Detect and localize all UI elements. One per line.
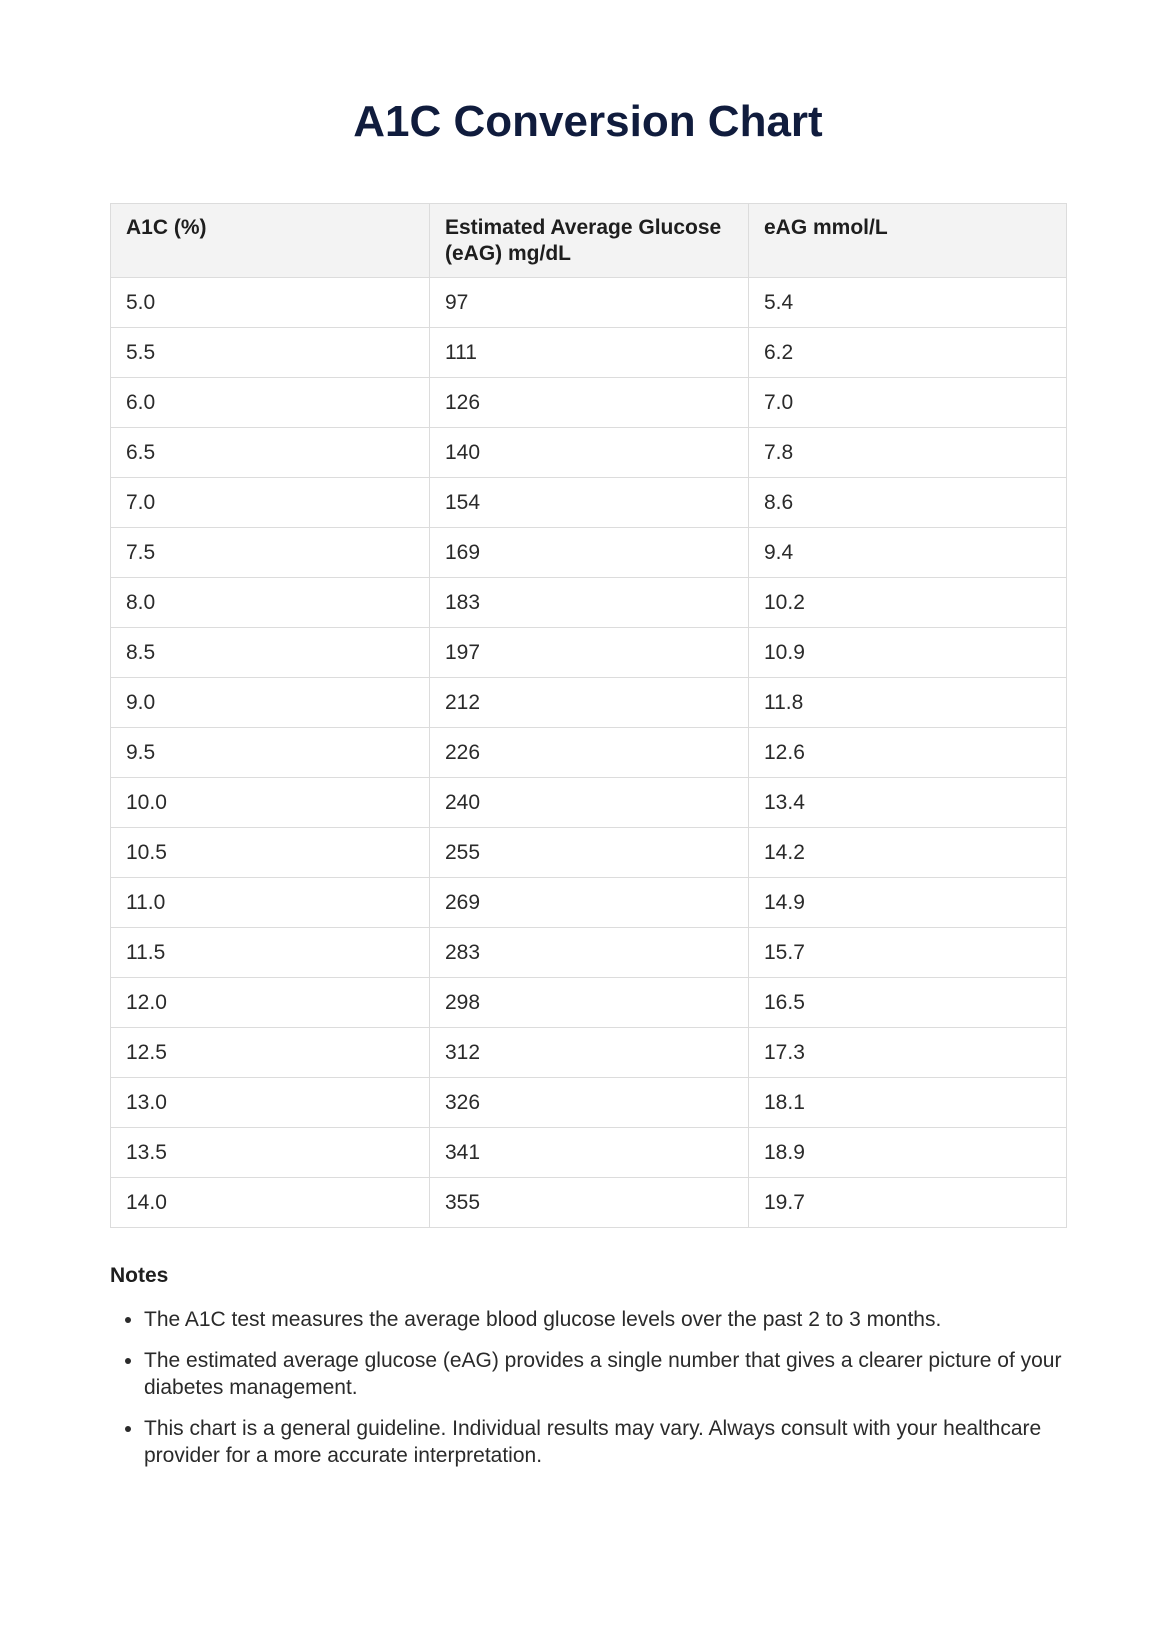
cell-eag-mmol: 13.4 <box>749 778 1067 828</box>
cell-eag-mgdl: 169 <box>430 528 749 578</box>
table-row <box>111 928 1067 978</box>
cell-eag-mmol: 7.0 <box>749 378 1067 428</box>
cell-a1c: 6.0 <box>111 378 430 428</box>
table-row <box>111 1178 1067 1228</box>
cell-a1c: 5.5 <box>111 328 430 378</box>
cell-eag-mmol: 18.9 <box>749 1128 1067 1178</box>
cell-eag-mgdl: 240 <box>430 778 749 828</box>
table-row <box>111 1128 1067 1178</box>
cell-eag-mgdl: 126 <box>430 378 749 428</box>
cell-eag-mgdl: 212 <box>430 678 749 728</box>
cell-eag-mgdl: 255 <box>430 828 749 878</box>
cell-eag-mgdl: 183 <box>430 578 749 628</box>
table-row <box>111 428 1067 478</box>
notes-section <box>110 1262 1066 1483</box>
note-item: • This chart is a general guideline. Individual results may vary. Always consult with your healthcare provider for a more accurate interpretation. <box>144 1415 1066 1469</box>
note-item: • The estimated average glucose (eAG) provides a single number that gives a clearer picture of your diabetes management. <box>144 1347 1066 1401</box>
cell-eag-mmol: 8.6 <box>749 478 1067 528</box>
cell-eag-mmol: 14.9 <box>749 878 1067 928</box>
cell-a1c: 10.5 <box>111 828 430 878</box>
cell-eag-mmol: 12.6 <box>749 728 1067 778</box>
table-row <box>111 1078 1067 1128</box>
cell-eag-mmol: 16.5 <box>749 978 1067 1028</box>
table-row <box>111 528 1067 578</box>
cell-eag-mmol: 19.7 <box>749 1178 1067 1228</box>
cell-eag-mgdl: 355 <box>430 1178 749 1228</box>
cell-a1c: 8.0 <box>111 578 430 628</box>
cell-eag-mgdl: 197 <box>430 628 749 678</box>
cell-eag-mgdl: 341 <box>430 1128 749 1178</box>
conversion-table <box>110 203 1067 1228</box>
cell-a1c: 10.0 <box>111 778 430 828</box>
table-row <box>111 678 1067 728</box>
table-body <box>111 278 1067 1228</box>
cell-a1c: 6.5 <box>111 428 430 478</box>
notes-heading: Notes <box>110 1264 169 1287</box>
cell-eag-mgdl: 111 <box>430 328 749 378</box>
cell-eag-mmol: 10.2 <box>749 578 1067 628</box>
cell-a1c: 5.0 <box>111 278 430 328</box>
cell-eag-mmol: 7.8 <box>749 428 1067 478</box>
table-row <box>111 378 1067 428</box>
cell-eag-mgdl: 283 <box>430 928 749 978</box>
cell-a1c: 8.5 <box>111 628 430 678</box>
cell-eag-mmol: 6.2 <box>749 328 1067 378</box>
cell-eag-mmol: 18.1 <box>749 1078 1067 1128</box>
table-row <box>111 778 1067 828</box>
table-row <box>111 478 1067 528</box>
cell-eag-mgdl: 154 <box>430 478 749 528</box>
page-title: A1C Conversion Chart <box>353 97 823 146</box>
table-row <box>111 728 1067 778</box>
cell-eag-mmol: 9.4 <box>749 528 1067 578</box>
cell-eag-mgdl: 326 <box>430 1078 749 1128</box>
cell-a1c: 13.5 <box>111 1128 430 1178</box>
table-row <box>111 578 1067 628</box>
cell-a1c: 11.0 <box>111 878 430 928</box>
notes-list <box>110 1306 1066 1469</box>
cell-a1c: 12.5 <box>111 1028 430 1078</box>
cell-eag-mmol: 10.9 <box>749 628 1067 678</box>
cell-eag-mmol: 15.7 <box>749 928 1067 978</box>
cell-eag-mmol: 5.4 <box>749 278 1067 328</box>
header-eag-mgdl: Estimated Average Glucose (eAG) mg/dL <box>430 204 749 278</box>
cell-eag-mgdl: 298 <box>430 978 749 1028</box>
table-row <box>111 1028 1067 1078</box>
cell-eag-mmol: 11.8 <box>749 678 1067 728</box>
table-row <box>111 978 1067 1028</box>
cell-eag-mgdl: 140 <box>430 428 749 478</box>
cell-a1c: 9.5 <box>111 728 430 778</box>
table-header-row <box>111 204 1067 278</box>
cell-a1c: 7.5 <box>111 528 430 578</box>
header-a1c: A1C (%) <box>111 204 430 278</box>
cell-eag-mgdl: 97 <box>430 278 749 328</box>
cell-a1c: 7.0 <box>111 478 430 528</box>
conversion-table-container <box>110 203 1066 1228</box>
cell-eag-mmol: 14.2 <box>749 828 1067 878</box>
cell-eag-mmol: 17.3 <box>749 1028 1067 1078</box>
table-row <box>111 628 1067 678</box>
cell-a1c: 9.0 <box>111 678 430 728</box>
note-item: • The A1C test measures the average blood glucose levels over the past 2 to 3 months. <box>144 1306 1066 1333</box>
table-row <box>111 328 1067 378</box>
cell-a1c: 11.5 <box>111 928 430 978</box>
cell-eag-mgdl: 312 <box>430 1028 749 1078</box>
cell-a1c: 13.0 <box>111 1078 430 1128</box>
table-row <box>111 878 1067 928</box>
table-row <box>111 278 1067 328</box>
cell-eag-mgdl: 269 <box>430 878 749 928</box>
cell-a1c: 12.0 <box>111 978 430 1028</box>
table-row <box>111 828 1067 878</box>
cell-eag-mgdl: 226 <box>430 728 749 778</box>
header-eag-mmol: eAG mmol/L <box>749 204 1067 278</box>
table-header <box>111 204 1067 278</box>
cell-a1c: 14.0 <box>111 1178 430 1228</box>
